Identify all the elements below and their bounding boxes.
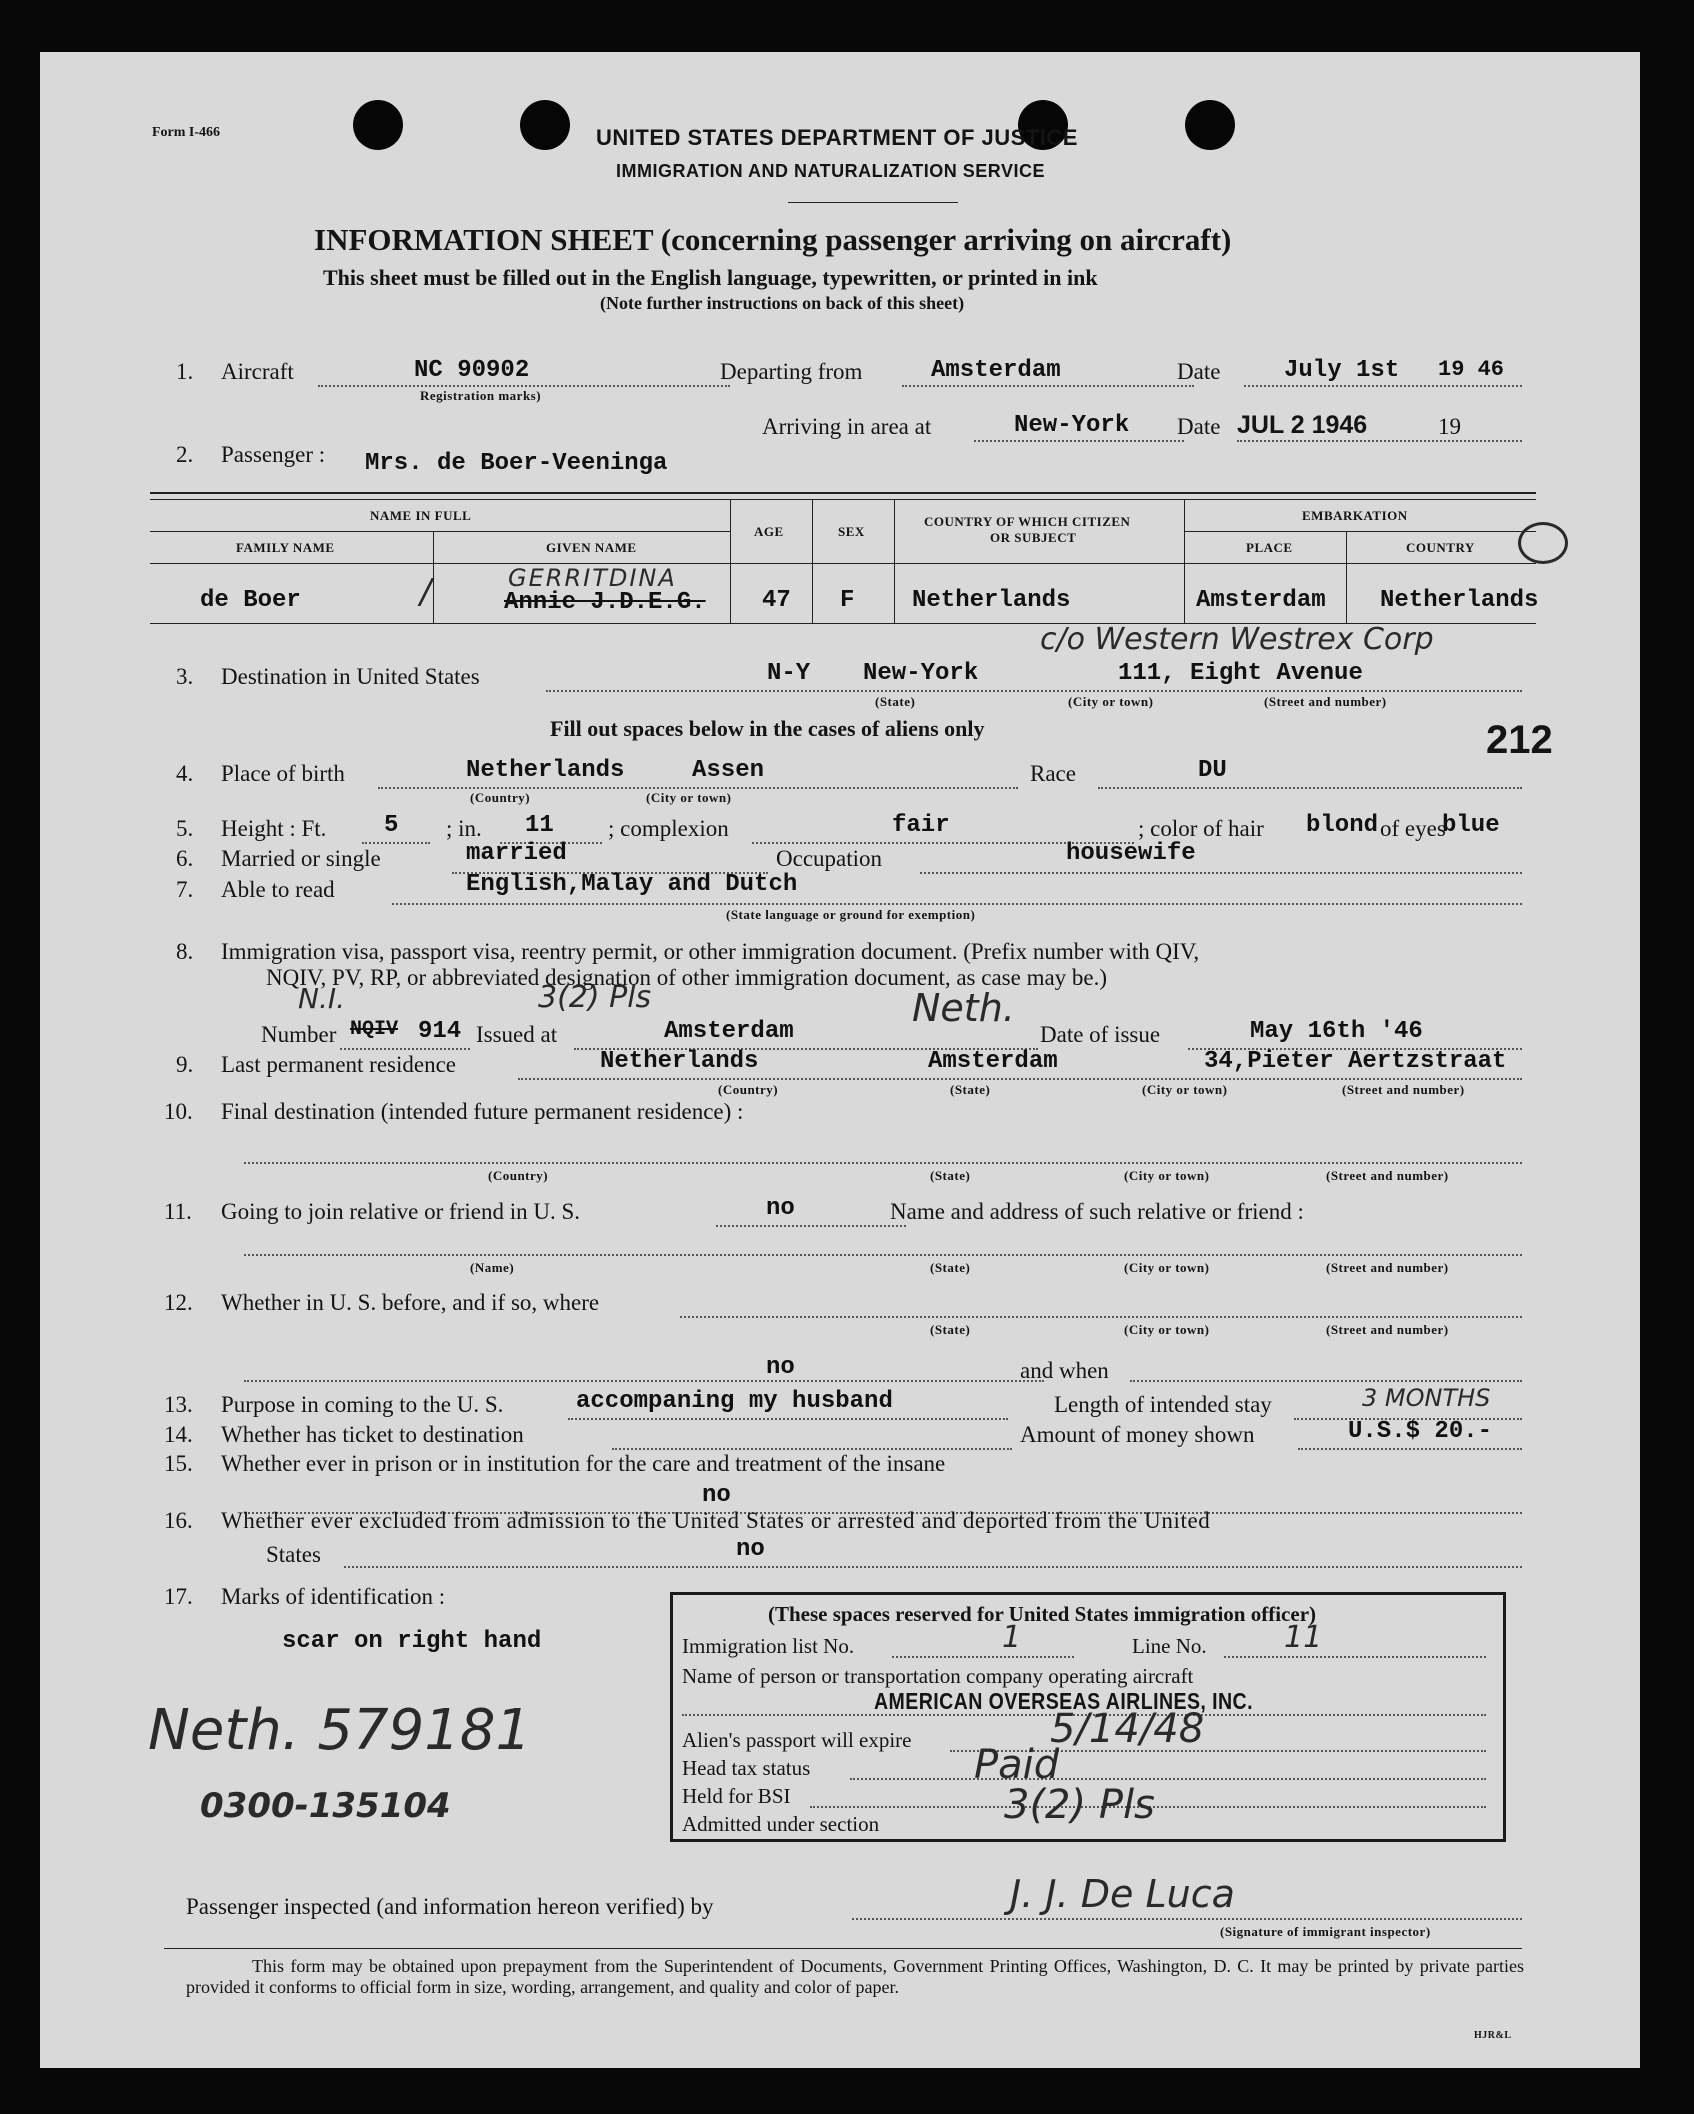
given-name-handwritten: GERRITDINA (508, 564, 677, 592)
passenger-label: Passenger : (221, 442, 326, 467)
height-in-value: 11 (525, 812, 554, 839)
item-number: 9. (176, 1052, 194, 1077)
prison-label: Whether ever in prison or in institution for the care and treatment of the insane (221, 1451, 946, 1476)
punch-hole (1185, 100, 1235, 150)
able-read-label: Able to read (221, 877, 335, 902)
head-tax-label: Head tax status (682, 1756, 811, 1780)
state-language-caption: (State language or ground for exemption) (726, 907, 976, 922)
item-number: 1. (176, 359, 194, 384)
visa-handwritten-1: N.I. (298, 982, 346, 1015)
final-dest-label: Final destination (intended future permanent residence) : (221, 1099, 744, 1124)
passenger-value: Mrs. de Boer-Veeninga (365, 450, 668, 477)
height-ft-value: 5 (384, 812, 399, 839)
going-join-value: no (766, 1195, 795, 1222)
excluded-value: no (736, 1536, 765, 1563)
aliens-instruction: Fill out spaces below in the cases of aliens only (550, 716, 985, 741)
imm-list-value: 1 (1002, 1620, 1022, 1655)
us-before-value: no (766, 1354, 795, 1381)
date2-label: Date (1177, 414, 1221, 439)
embark-country-value: Netherlands (1380, 587, 1539, 614)
aircraft-value: NC 90902 (414, 357, 530, 384)
street-caption: (Street and number) (1342, 1082, 1465, 1097)
last-city-value: Amsterdam (928, 1048, 1058, 1075)
sheet-title: INFORMATION SHEET (concerning passenger arriving on aircraft) (314, 222, 1232, 257)
race-label: Race (1030, 761, 1076, 786)
citizen-value: Netherlands (912, 587, 1071, 614)
us-before-label: Whether in U. S. before, and if so, where (221, 1290, 600, 1315)
arriving-value: New-York (1014, 412, 1130, 439)
signature-caption: (Signature of immigrant inspector) (1220, 1924, 1431, 1939)
file-number: 212 (1486, 718, 1553, 762)
birth-city-value: Assen (692, 757, 765, 784)
given-name-value: Annie J.D.E.G. (504, 589, 706, 616)
col-embarkation: EMBARKATION (1302, 508, 1408, 523)
handwritten-code: 0300-135104 (200, 1786, 451, 1826)
visa-label-line1: Immigration visa, passport visa, reentry permit, or other immigration document. (Prefix number with QIV, (221, 939, 1200, 964)
number-struck: NQIV (350, 1018, 399, 1041)
number-value: 914 (418, 1018, 462, 1045)
issued-handwritten: Neth. (912, 986, 1015, 1030)
instruction-line: This sheet must be filled out in the English language, typewritten, or printed in ink (323, 265, 1098, 290)
eyes-label: of eyes (1380, 816, 1446, 841)
date-year: 19 46 (1438, 357, 1505, 382)
birth-country-value: Netherlands (466, 757, 625, 784)
item-number: 14. (164, 1422, 193, 1447)
punch-hole (520, 100, 570, 150)
col-sex: SEX (838, 524, 865, 539)
departing-label: Departing from (720, 359, 863, 384)
head-tax-value: Paid (974, 1742, 1060, 1788)
age-value: 47 (762, 587, 791, 614)
name-address-label: Name and address of such relative or friend : (890, 1199, 1304, 1224)
race-value: DU (1198, 757, 1227, 784)
street-caption: (Street and number) (1264, 694, 1387, 709)
departing-value: Amsterdam (931, 357, 1061, 384)
country-caption: (Country) (488, 1168, 549, 1183)
dest-street-value: 111, Eight Avenue (1118, 660, 1363, 687)
inspector-signature: J. J. De Luca (1010, 1872, 1235, 1916)
circle-mark (1518, 522, 1568, 564)
city-caption: (City or town) (646, 790, 732, 805)
married-value: married (466, 840, 567, 867)
ticket-label: Whether has ticket to destination (221, 1422, 524, 1447)
and-when-label: and when (1020, 1358, 1109, 1383)
length-stay-value: 3 MONTHS (1362, 1384, 1491, 1412)
street-caption: (Street and number) (1326, 1168, 1449, 1183)
item-number: 13. (164, 1392, 193, 1417)
item-number: 3. (176, 664, 194, 689)
length-stay-label: Length of intended stay (1054, 1392, 1272, 1417)
aircraft-label: Aircraft (221, 359, 294, 384)
officer-box-title: (These spaces reserved for United States immigration officer) (768, 1602, 1317, 1626)
occupation-value: housewife (1066, 840, 1196, 867)
date-value: July 1st (1284, 357, 1400, 384)
instruction-note: (Note further instructions on back of this sheet) (600, 293, 965, 313)
col-country: COUNTRY (1406, 540, 1475, 555)
line-no-label: Line No. (1132, 1634, 1207, 1658)
complexion-label: ; complexion (608, 816, 729, 841)
arrival-date-stamp: JUL 2 1946 (1237, 411, 1368, 439)
city-caption: (City or town) (1124, 1322, 1210, 1337)
city-caption: (City or town) (1068, 694, 1154, 709)
hair-value: blond (1306, 812, 1379, 839)
states-label: States (266, 1542, 321, 1567)
state-caption: (State) (950, 1082, 991, 1097)
arriving-label: Arriving in area at (762, 414, 932, 439)
service-title: IMMIGRATION AND NATURALIZATION SERVICE (616, 161, 1045, 181)
city-caption: (City or town) (1124, 1260, 1210, 1275)
embark-place-value: Amsterdam (1196, 587, 1326, 614)
item-number: 5. (176, 816, 194, 841)
last-country-value: Netherlands (600, 1048, 759, 1075)
marks-label: Marks of identification : (221, 1584, 446, 1609)
form-number: Form I-466 (152, 125, 221, 140)
col-or-subject: OR SUBJECT (990, 530, 1077, 545)
visa-label-line2: NQIV, PV, RP, or abbreviated designation of other immigration document, as case may be.) (266, 965, 1108, 990)
in-label: ; in. (446, 816, 482, 841)
state-caption: (State) (875, 694, 916, 709)
last-res-label: Last permanent residence (221, 1052, 456, 1077)
city-caption: (City or town) (1124, 1168, 1210, 1183)
married-label: Married or single (221, 846, 381, 871)
inspected-label: Passenger inspected (and information hereon verified) by (186, 1894, 714, 1919)
able-read-value: English,Malay and Dutch (466, 871, 798, 898)
registration-label: Registration marks) (420, 388, 542, 403)
occupation-label: Occupation (776, 846, 883, 871)
eyes-value: blue (1442, 812, 1500, 839)
date-issue-label: Date of issue (1040, 1022, 1161, 1047)
punch-hole (353, 100, 403, 150)
dest-city-value: New-York (863, 660, 979, 687)
item-number: 7. (176, 877, 194, 902)
prison-value: no (702, 1482, 731, 1509)
department-title: UNITED STATES DEPARTMENT OF JUSTICE (596, 125, 1078, 150)
hair-label: ; color of hair (1138, 816, 1264, 841)
item-number: 17. (164, 1584, 193, 1609)
item-number: 4. (176, 761, 194, 786)
country-caption: (Country) (718, 1082, 779, 1097)
last-street-value: 34,Pieter Aertzstraat (1204, 1048, 1507, 1075)
date2-year: 19 (1438, 414, 1461, 439)
company-stamp: AMERICAN OVERSEAS AIRLINES, INC. (874, 1688, 1253, 1714)
going-join-label: Going to join relative or friend in U. S. (221, 1199, 580, 1224)
passport-exp-value: 5/14/48 (1050, 1706, 1205, 1752)
country-caption: (Country) (470, 790, 531, 805)
company-label: Name of person or transportation company operating aircraft (682, 1664, 1194, 1688)
passport-exp-label: Alien's passport will expire (682, 1728, 912, 1752)
purpose-value: accompaning my husband (576, 1388, 893, 1415)
col-age: AGE (754, 524, 784, 539)
date-label: Date (1177, 359, 1221, 384)
number-label: Number (261, 1022, 337, 1047)
name-caption: (Name) (470, 1260, 515, 1275)
admitted-label: Admitted under section (682, 1812, 880, 1836)
money-label: Amount of money shown (1020, 1422, 1255, 1447)
state-caption: (State) (930, 1168, 971, 1183)
item-number: 16. (164, 1508, 193, 1533)
col-given-name: GIVEN NAME (546, 540, 637, 555)
admitted-value: 3(2) Pls (1004, 1782, 1155, 1828)
imm-list-label: Immigration list No. (682, 1634, 855, 1658)
strike-mark: / (420, 572, 432, 612)
street-caption: (Street and number) (1326, 1322, 1449, 1337)
visa-handwritten-2: 3(2) Pls (538, 980, 652, 1015)
marks-value: scar on right hand (282, 1628, 542, 1655)
issued-at-value: Amsterdam (664, 1018, 794, 1045)
street-caption: (Street and number) (1326, 1260, 1449, 1275)
footer-note: This form may be obtained upon prepayment from the Superintendent of Documents, Government Printing Offices, Washington, D. C. It may be printed by private parties provided it conforms to official form in size, wording, arrangement, and quality and color of paper. (186, 1956, 1524, 1997)
money-value: U.S.$ 20.- (1348, 1418, 1493, 1445)
sex-value: F (840, 587, 855, 614)
dest-state-value: N-Y (767, 660, 811, 687)
line-no-value: 11 (1284, 1620, 1323, 1655)
height-label: Height : Ft. (221, 816, 327, 841)
purpose-label: Purpose in coming to the U. S. (221, 1392, 504, 1417)
item-number: 2. (176, 442, 194, 467)
state-caption: (State) (930, 1260, 971, 1275)
print-code: HJR&L (1474, 2030, 1512, 2041)
col-country-citizen: COUNTRY OF WHICH CITIZEN (924, 514, 1131, 529)
item-number: 15. (164, 1451, 193, 1476)
destination-label: Destination in United States (221, 664, 480, 689)
complexion-value: fair (892, 812, 950, 839)
item-number: 10. (164, 1099, 193, 1124)
held-bsi-label: Held for BSI (682, 1784, 791, 1808)
item-number: 12. (164, 1290, 193, 1315)
item-number: 8. (176, 939, 194, 964)
city-caption: (City or town) (1142, 1082, 1228, 1097)
col-family-name: FAMILY NAME (236, 540, 335, 555)
issued-at-label: Issued at (476, 1022, 558, 1047)
col-place: PLACE (1246, 540, 1293, 555)
destination-handwritten: c/o Western Westrex Corp (1040, 622, 1434, 657)
birth-label: Place of birth (221, 761, 345, 786)
handwritten-neth-number: Neth. 579181 (148, 1698, 532, 1763)
document-page (40, 52, 1640, 2068)
col-name-in-full: NAME IN FULL (370, 508, 472, 523)
item-number: 11. (164, 1199, 192, 1224)
item-number: 6. (176, 846, 194, 871)
family-name-value: de Boer (200, 587, 301, 614)
date-issue-value: May 16th '46 (1250, 1018, 1423, 1045)
state-caption: (State) (930, 1322, 971, 1337)
excluded-label: Whether ever excluded from admission to the United States or arrested and deported from the United (221, 1508, 1211, 1533)
